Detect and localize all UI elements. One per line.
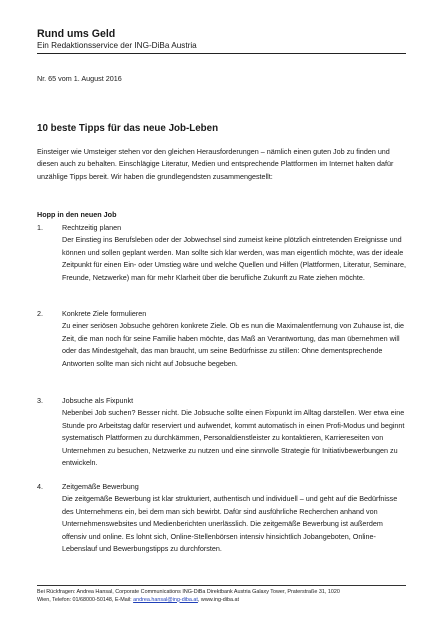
footer-divider <box>37 585 406 586</box>
document-title: 10 beste Tipps für das neue Job-Leben <box>37 123 219 134</box>
tip-heading: Jobsuche als Fixpunkt <box>62 396 134 405</box>
footer-phone-text: Wien, Telefon: 01/68000-50148, E-Mail: <box>37 596 134 603</box>
tip-item-1 <box>37 222 409 284</box>
footer-separator: , <box>197 596 201 603</box>
tip-item-4 <box>37 481 409 555</box>
header-subtitle: Ein Redaktionsservice der ING-DiBa Austria <box>37 41 197 50</box>
section-title: Hopp in den neuen Job <box>37 210 117 219</box>
tip-body: Die zeitgemäße Bewerbung ist klar strukturiert, authentisch und individuell – und geht auf die Bedürfnisse des Unternehmens ein, bei dem man sich bewirbt. Dafür sind ausführliche Recherchen anhand von Unternehmenswebsites und Medienberichten unerlässlich. Die zeitgemäße Bewerbung ist außerdem offensiv und online. Es lohnt sich, Online-Stellenbörsen intensiv hinsichtlich Jobangeboten, Online-Lebenslauf und Bewerbungstipps zu durchforsten. <box>62 494 398 554</box>
tip-item-3 <box>37 395 409 469</box>
footer-contact <box>37 589 409 604</box>
header-title: Rund ums Geld <box>37 28 116 40</box>
tip-heading: Rechtzeitig planen <box>62 223 122 232</box>
intro-paragraph: Einsteiger wie Umsteiger stehen vor den gleichen Herausforderungen – nämlich einen guten Job zu finden und diesen auch zu behalten. Einschlägige Literatur, Medien und entsprechende Plattformen im Internet halten dafür unzählige Tipps bereit. Wir haben die grundlegendsten zusammengestellt: <box>37 147 394 181</box>
tip-item-2 <box>37 308 409 370</box>
issue-line: Nr. 65 vom 1. August 2016 <box>37 74 122 83</box>
tip-body: Der Einstieg ins Berufsleben oder der Jobwechsel sind zumeist keine plötzlich eintretenden Ereignisse und können und sollen geplant werden. Man sollte sich klar werden, was man eigentlich möchte, was der ideale Zeitpunkt für einen Ein- oder Umstieg wäre und welche Quellen und Hilfen (Plattformen, Literatur, Seminare, Freunde, Netzwerke) man für mehr Klarheit über die berufliche Zukunft zu Rate ziehen möchte. <box>62 235 406 282</box>
website-text: www.ing-diba.at <box>200 596 239 603</box>
tip-number: 4. <box>37 482 43 491</box>
footer-line-2 <box>37 597 409 605</box>
tip-number: 1. <box>37 223 43 232</box>
header-divider <box>37 53 406 54</box>
tip-heading: Konkrete Ziele formulieren <box>62 309 147 318</box>
email-link[interactable]: andrea.hansal@ing-diba.at <box>133 596 198 603</box>
tip-number: 2. <box>37 309 43 318</box>
tip-heading: Zeitgemäße Bewerbung <box>62 482 139 491</box>
tip-body: Nebenbei Job suchen? Besser nicht. Die Jobsuche sollte einen Fixpunkt im Alltag darstellen. Wer etwa eine Stunde pro Arbeitstag dafür reserviert und aufwendet, kommt automatisch in einen Profi-Modus und beginnt systematisch Plattformen zu durchkämmen, Personaldienstleister zu kontaktieren, Karriereseiten von Unternehmen zu besuchen, Netzwerke zu nutzen und eine sinnvolle Strategie für Initiativbewerbungen zu entwickeln. <box>62 408 405 468</box>
tip-body: Zu einer seriösen Jobsuche gehören konkrete Ziele. Ob es nun die Maximalentfernung von Zuhause ist, die Zeit, die man noch für seine Familie haben möchte, das Maß an Verantwortung, das man übernehmen will oder das Mindestgehalt, das man braucht, um seine Bedürfnisse zu stillen: Ohne dementsprechende Antworten sollte man sich nicht auf Jobsuche begeben. <box>62 321 405 368</box>
footer-line-1: Bei Rückfragen: Andrea Hansal, Corporate Communications ING-DiBa Direktbank Austria Galaxy Tower, Praterstraße 31, 1020 <box>37 589 340 595</box>
tip-number: 3. <box>37 396 43 405</box>
